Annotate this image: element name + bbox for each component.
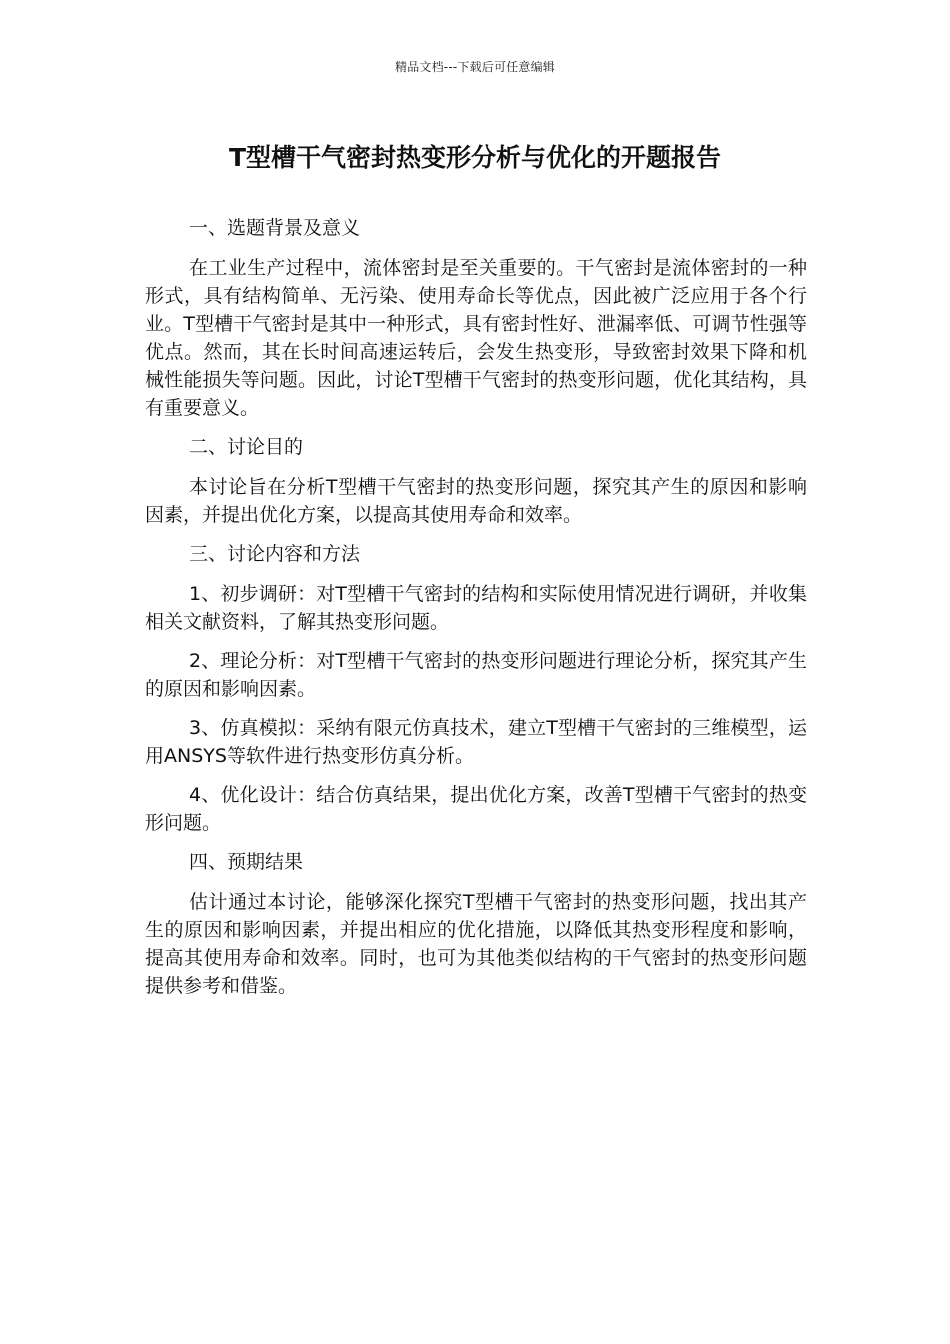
section-heading-background: 一、选题背景及意义 <box>189 217 361 239</box>
header-note: 精品文档---下载后可任意编辑 <box>395 60 555 74</box>
document-body <box>145 214 807 1011</box>
paragraph-background: 在工业生产过程中，流体密封是至关重要的。干气密封是流体密封的一种形式，具有结构简单、无污染、使用寿命长等优点，因此被广泛应用于各个行业。T型槽干气密封是其中一种形式，具有密封性好、泄漏率低、可调节性强等优点。然而，其在长时间高速运转后，会发生热变形，导致密封效果下降和机械性能损失等问题。因此，讨论T型槽干气密封的热变形问题，优化其结构，具有重要意义。 <box>145 257 807 419</box>
paragraph-method-3: 3、仿真模拟：采纳有限元仿真技术，建立T型槽干气密封的三维模型，运用ANSYS等软件进行热变形仿真分析。 <box>145 717 807 767</box>
document-title: T型槽干气密封热变形分析与优化的开题报告 <box>228 143 722 172</box>
section-heading-methods: 三、讨论内容和方法 <box>189 543 361 565</box>
paragraph-purpose: 本讨论旨在分析T型槽干气密封的热变形问题，探究其产生的原因和影响因素，并提出优化方案，以提高其使用寿命和效率。 <box>145 476 807 526</box>
paragraph-results: 估计通过本讨论，能够深化探究T型槽干气密封的热变形问题，找出其产生的原因和影响因素，并提出相应的优化措施，以降低其热变形程度和影响，提高其使用寿命和效率。同时，也可为其他类似结构的干气密封的热变形问题提供参考和借鉴。 <box>145 891 807 997</box>
paragraph-method-4: 4、优化设计：结合仿真结果，提出优化方案，改善T型槽干气密封的热变形问题。 <box>145 784 807 834</box>
section-heading-purpose: 二、讨论目的 <box>189 436 304 458</box>
section-heading-results: 四、预期结果 <box>189 851 304 873</box>
paragraph-method-1: 1、初步调研：对T型槽干气密封的结构和实际使用情况进行调研，并收集相关文献资料，了解其热变形问题。 <box>145 583 807 633</box>
paragraph-method-2: 2、理论分析：对T型槽干气密封的热变形问题进行理论分析，探究其产生的原因和影响因素。 <box>145 650 807 700</box>
